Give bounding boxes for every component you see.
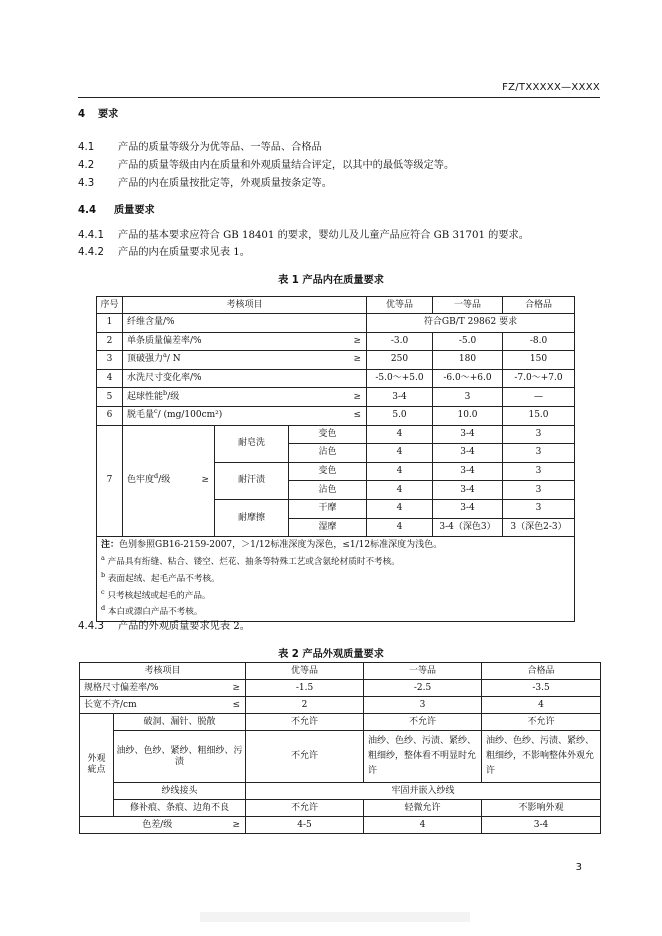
footnote-text: 表面起绒、起毛产品不考核。 <box>107 573 220 584</box>
colorfast-group: 耐摩擦 <box>215 499 289 536</box>
value-grade1: 不允许 <box>246 800 364 817</box>
table-header-row <box>80 663 601 680</box>
value-grade3: 不影响外观 <box>482 800 601 817</box>
value-grade1: 不允许 <box>246 731 364 783</box>
section-4-heading <box>78 109 118 121</box>
item-label: 规格尺寸偏差率/% <box>84 682 159 693</box>
footnote-text: 只考核起绒或起毛的产品。 <box>107 590 211 601</box>
section-4-4-heading <box>78 205 155 217</box>
value-grade3: 油纱、色纱、污渍、紧纱、粗细纱，不影响整体外观允许 <box>482 731 601 783</box>
table-header-row <box>97 297 575 314</box>
row-item <box>123 314 367 333</box>
clause-number: 4.4.1 <box>78 230 104 241</box>
defects-group-label: 外观 疵点 <box>80 714 114 817</box>
clause-4-4-2 <box>78 247 250 259</box>
table-row <box>80 800 601 817</box>
footer-watermark <box>200 912 470 922</box>
table-footnote-d <box>97 605 575 622</box>
colorfast-item <box>123 425 215 537</box>
value-grade2: 4 <box>364 817 482 834</box>
value-grade1: 5.0 <box>367 406 433 425</box>
footnote-mark: a <box>163 351 167 360</box>
value-grade1: -3.0 <box>367 332 433 351</box>
table-row <box>80 680 601 697</box>
value-grade3: 3 <box>503 462 575 481</box>
value-grade2: 3-4 <box>433 481 503 500</box>
row-item <box>80 680 246 697</box>
colorfast-sub: 沾色 <box>289 481 367 500</box>
header-rule <box>78 97 600 98</box>
comparison-sign: ≥ <box>353 335 361 346</box>
table-row <box>80 714 601 731</box>
table-row <box>80 817 601 834</box>
footnote-mark: c <box>154 407 158 416</box>
clause-text: 产品的内在质量要求见表 1。 <box>118 247 250 258</box>
clause-number: 4.4.3 <box>78 621 104 632</box>
value-grade2: 3-4（深色3） <box>433 518 503 537</box>
value-grade1: 4 <box>367 518 433 537</box>
item-unit: / N <box>166 354 181 365</box>
table-row <box>97 388 575 407</box>
value-grade2: 3-4 <box>433 444 503 463</box>
item-label: 顶破强力 <box>127 354 164 365</box>
row-item <box>123 332 367 351</box>
table-2-caption: 表 2 产品外观质量要求 <box>278 649 384 660</box>
table-row <box>97 406 575 425</box>
value-grade3: 3-4 <box>482 817 601 834</box>
clause-text: 产品的外观质量要求见表 2。 <box>118 621 250 632</box>
value-grade1: 4 <box>367 462 433 481</box>
table-1-caption: 表 1 产品内在质量要求 <box>278 275 384 286</box>
clause-4-4-1 <box>78 230 529 242</box>
defect-item: 修补痕、条痕、边角不良 <box>114 800 246 817</box>
row-seq: 3 <box>97 351 123 370</box>
value-grade1: 3-4 <box>367 388 433 407</box>
value-grade3: 3 <box>503 481 575 500</box>
clause-number: 4.4.2 <box>78 247 104 258</box>
value-grade2: -5.0 <box>433 332 503 351</box>
header-grade3: 合格品 <box>482 663 601 680</box>
defect-item: 破洞、漏针、脱散 <box>114 714 246 731</box>
defect-item: 纱线接头 <box>114 783 246 800</box>
value-grade2: 不允许 <box>364 714 482 731</box>
row-seq: 5 <box>97 388 123 407</box>
table-row <box>97 314 575 333</box>
table-row <box>80 783 601 800</box>
section-number: 4 <box>78 109 86 120</box>
value-grade3: 3（深色2-3） <box>503 518 575 537</box>
item-unit: /级 <box>158 475 171 486</box>
clause-text: 产品的质量等级由内在质量和外观质量结合评定，以其中的最低等级定等。 <box>118 160 455 171</box>
row-item <box>123 351 367 370</box>
table-footnote-c <box>97 588 575 605</box>
value-grade1: 不允许 <box>246 714 364 731</box>
header-item: 考核项目 <box>80 663 246 680</box>
table-row <box>80 697 601 714</box>
comparison-sign: ≥ <box>232 682 241 693</box>
clause-number: 4.1 <box>78 142 95 153</box>
colorfast-sub: 干摩 <box>289 499 367 518</box>
row-seq: 4 <box>97 369 123 388</box>
item-label: 长宽不齐/cm <box>84 699 137 710</box>
value-grade1: 250 <box>367 351 433 370</box>
row-merged-value: 牢固并嵌入纱线 <box>246 783 601 800</box>
clause-4-1 <box>78 142 322 154</box>
header-grade2: 一等品 <box>364 663 482 680</box>
value-grade1: 4 <box>367 444 433 463</box>
row-item <box>123 388 367 407</box>
comparison-sign: ≥ <box>232 819 241 830</box>
clause-text: 产品的内在质量按批定等，外观质量按条定等。 <box>118 178 332 189</box>
table-2-appearance-quality <box>79 662 601 834</box>
footnote-text: 本白或漂白产品不考核。 <box>107 607 203 618</box>
table-footnote-b <box>97 571 575 588</box>
value-grade3: -8.0 <box>503 332 575 351</box>
value-grade3: 15.0 <box>503 406 575 425</box>
item-unit: / (mg/100cm²) <box>157 410 223 421</box>
value-grade2: 轻微允许 <box>364 800 482 817</box>
table-row <box>97 332 575 351</box>
header-seq: 序号 <box>97 297 123 314</box>
value-grade2: -6.0～+6.0 <box>433 369 503 388</box>
value-grade2: 3-4 <box>433 462 503 481</box>
comparison-sign: ≤ <box>353 410 361 421</box>
table-note-main <box>97 537 575 554</box>
value-grade1: 4 <box>367 425 433 444</box>
table-row <box>80 731 601 783</box>
note-label: 注： <box>101 539 120 550</box>
clause-number: 4.2 <box>78 160 95 171</box>
footnote-mark: b <box>101 570 106 579</box>
row-item <box>123 369 367 388</box>
note-text: 色别参照GB16-2159-2007，＞1/12标准深度为深色，≤1/12标准深度为浅色。 <box>119 539 443 550</box>
clause-text: 产品的质量等级分为优等品、一等品、合格品 <box>118 142 322 153</box>
colorfast-group: 耐汗渍 <box>215 462 289 499</box>
table-row <box>97 369 575 388</box>
clause-4-3 <box>78 178 332 190</box>
table-1-intrinsic-quality <box>96 296 575 622</box>
defect-item: 油纱、色纱、紧纱、粗细纱、污渍 <box>114 731 246 783</box>
value-grade1: 2 <box>246 697 364 714</box>
header-grade2: 一等品 <box>433 297 503 314</box>
table-row <box>97 425 575 444</box>
comparison-sign: ≤ <box>232 699 241 710</box>
colorfast-sub: 变色 <box>289 462 367 481</box>
row-seq: 6 <box>97 406 123 425</box>
header-grade1: 优等品 <box>367 297 433 314</box>
value-grade2: 3-4 <box>433 499 503 518</box>
footnote-mark: d <box>154 472 159 481</box>
row-item <box>123 406 367 425</box>
value-grade3: 4 <box>482 697 601 714</box>
section-title: 质量要求 <box>114 205 155 216</box>
row-seq: 2 <box>97 332 123 351</box>
colorfast-group: 耐皂洗 <box>215 425 289 462</box>
value-grade3: 3 <box>503 499 575 518</box>
colorfast-sub: 湿摩 <box>289 518 367 537</box>
row-merged-value: 符合GB/T 29862 要求 <box>367 314 575 333</box>
comparison-sign: ≥ <box>201 475 209 486</box>
item-label: 纤维含量/% <box>127 317 175 328</box>
item-label: 起球性能 <box>127 391 164 402</box>
footnote-mark: b <box>163 388 168 397</box>
value-grade3: — <box>503 388 575 407</box>
footnote-mark: d <box>101 604 106 613</box>
value-grade1: -5.0～+5.0 <box>367 369 433 388</box>
colorfast-sub: 沾色 <box>289 444 367 463</box>
footnote-mark: c <box>101 587 105 596</box>
value-grade2: 10.0 <box>433 406 503 425</box>
row-seq: 1 <box>97 314 123 333</box>
section-title: 要求 <box>98 109 119 120</box>
value-grade3: -7.0～+7.0 <box>503 369 575 388</box>
item-label: 色差/级 <box>142 819 173 830</box>
row-item <box>80 817 246 834</box>
table-row <box>97 351 575 370</box>
colorfast-sub: 变色 <box>289 425 367 444</box>
value-grade2: 3 <box>364 697 482 714</box>
value-grade1: -1.5 <box>246 680 364 697</box>
table-footnote-a <box>97 554 575 571</box>
item-label: 单条质量偏差率/% <box>127 335 202 346</box>
value-grade2: 油纱、色纱、污渍、紧纱、粗细纱，整体看不明显时允许 <box>364 731 482 783</box>
value-grade2: -2.5 <box>364 680 482 697</box>
value-grade3: -3.5 <box>482 680 601 697</box>
value-grade3: 3 <box>503 444 575 463</box>
value-grade1: 4-5 <box>246 817 364 834</box>
document-code: FZ/TXXXXX—XXXX <box>502 82 600 93</box>
comparison-sign: ≥ <box>353 354 361 365</box>
row-item <box>80 697 246 714</box>
footnote-mark: a <box>101 553 105 562</box>
value-grade2: 180 <box>433 351 503 370</box>
page-number: 3 <box>575 862 582 873</box>
row-seq: 7 <box>97 425 123 537</box>
header-grade1: 优等品 <box>246 663 364 680</box>
value-grade3: 不允许 <box>482 714 601 731</box>
clause-4-2 <box>78 160 454 172</box>
value-grade1: 4 <box>367 481 433 500</box>
item-label: 色牢度 <box>127 475 155 486</box>
header-item: 考核项目 <box>123 297 367 314</box>
value-grade2: 3-4 <box>433 425 503 444</box>
item-unit: /级 <box>167 391 180 402</box>
value-grade3: 150 <box>503 351 575 370</box>
item-label: 水洗尺寸变化率/% <box>127 373 202 384</box>
footnote-text: 产品具有绗缝、粘合、镂空、烂花、抽条等特殊工艺或含氨纶材质时不考核。 <box>107 556 400 567</box>
value-grade1: 4 <box>367 499 433 518</box>
section-number: 4.4 <box>78 205 97 216</box>
comparison-sign: ≥ <box>353 391 361 402</box>
item-label: 脱毛量 <box>127 410 155 421</box>
clause-text: 产品的基本要求应符合 GB 18401 的要求，婴幼儿及儿童产品应符合 GB 31701 的要求。 <box>118 230 529 241</box>
clause-number: 4.3 <box>78 178 95 189</box>
header-grade3: 合格品 <box>503 297 575 314</box>
value-grade2: 3 <box>433 388 503 407</box>
clause-4-4-3 <box>78 621 250 633</box>
value-grade3: 3 <box>503 425 575 444</box>
